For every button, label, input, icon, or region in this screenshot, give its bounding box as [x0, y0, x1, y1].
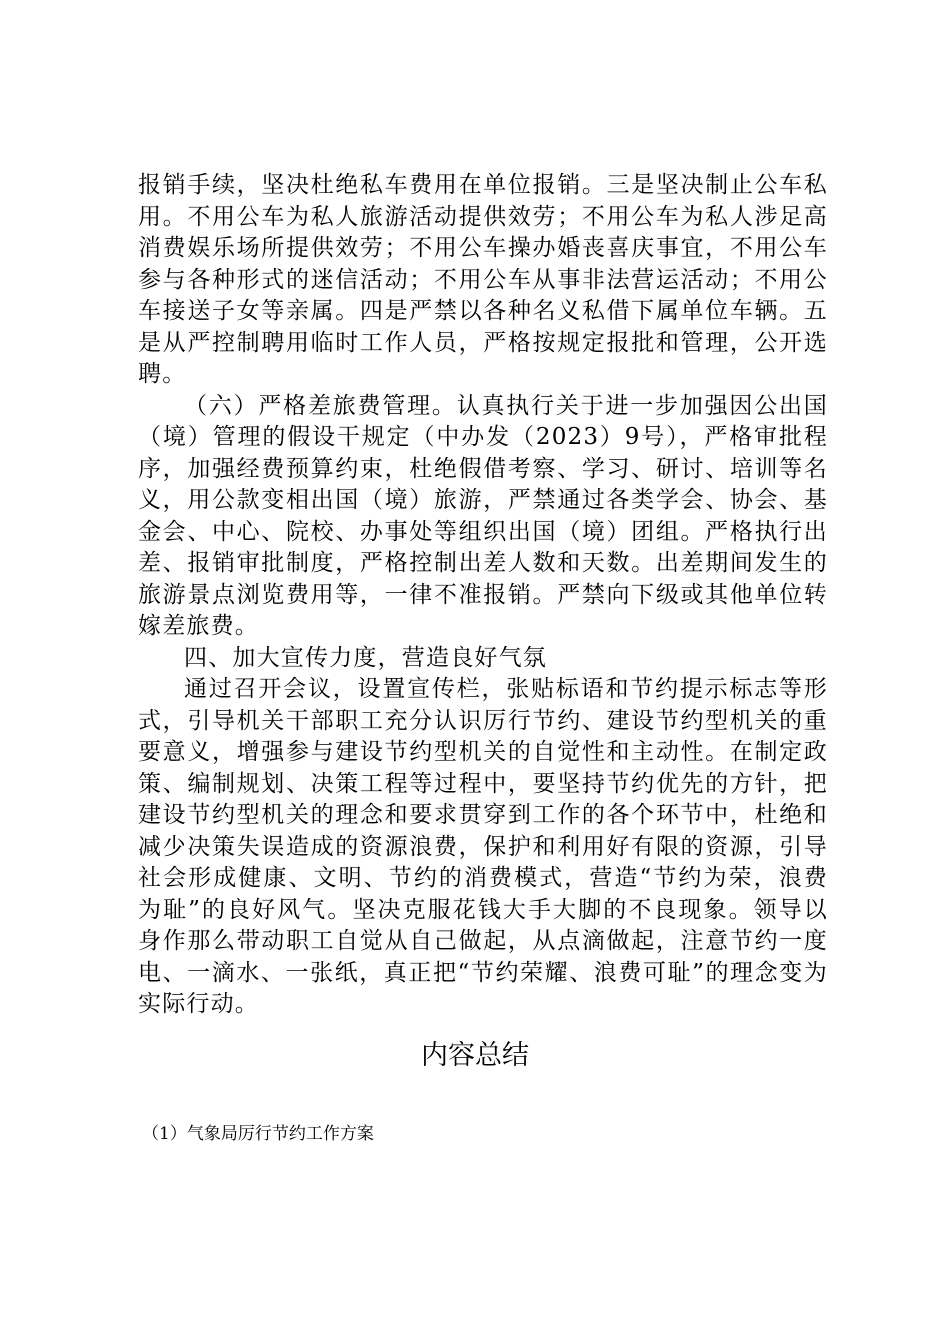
document-body: [138, 170, 828, 1021]
paragraph-vehicle-rules: 报销手续，坚决杜绝私车费用在单位报销。三是坚决制止公车私用。不用公车为私人旅游活动提供效劳；不用公车为私人涉足高消费娱乐场所提供效劳；不用公车操办婚丧喜庆事宜，不用公车参与各种形式的迷信活动；不用公车从事非法营运活动；不用公车接送子女等亲属。四是严禁以各种名义私借下属单位车辆。五是从严控制聘用临时工作人员，严格按规定报批和管理，公开选聘。: [138, 172, 828, 387]
section-heading-publicity: 四、加大宣传力度，营造良好气氛: [184, 644, 547, 671]
summary-item: （1）气象局厉行节约工作方案: [142, 1124, 374, 1144]
paragraph-travel-expenses: （六）严格差旅费管理。认真执行关于进一步加强因公出国（境）管理的假设干规定（中办发（2023）9号），严格审批程序，加强经费预算约束，杜绝假借考察、学习、研讨、培训等名义，用公款变相出国（境）旅游，严禁通过各类学会、协会、基金会、中心、院校、办事处等组织出国（境）团组。严格执行出差、报销审批制度，严格控制出差人数和天数。出差期间发生的旅游景点浏览费用等，一律不准报销。严禁向下级或其他单位转嫁差旅费。: [138, 392, 828, 639]
summary-heading: 内容总结: [421, 1040, 529, 1071]
paragraph-publicity: 通过召开会议，设置宣传栏，张贴标语和节约提示标志等形式，引导机关干部职工充分认识厉行节约、建设节约型机关的重要意义，增强参与建设节约型机关的自觉性和主动性。在制定政策、编制规划、决策工程等过程中，要坚持节约优先的方针，把建设节约型机关的理念和要求贯穿到工作的各个环节中，杜绝和减少决策失误造成的资源浪费，保护和利用好有限的资源，引导社会形成健康、文明、节约的消费模式，营造“节约为荣，浪费为耻”的良好风气。坚决克服花钱大手大脚的不良现象。领导以身作那么带动职工自觉从自己做起，从点滴做起，注意节约一度电、一滴水、一张纸，真正把“节约荣耀、浪费可耻”的理念变为实际行动。: [138, 676, 828, 1017]
